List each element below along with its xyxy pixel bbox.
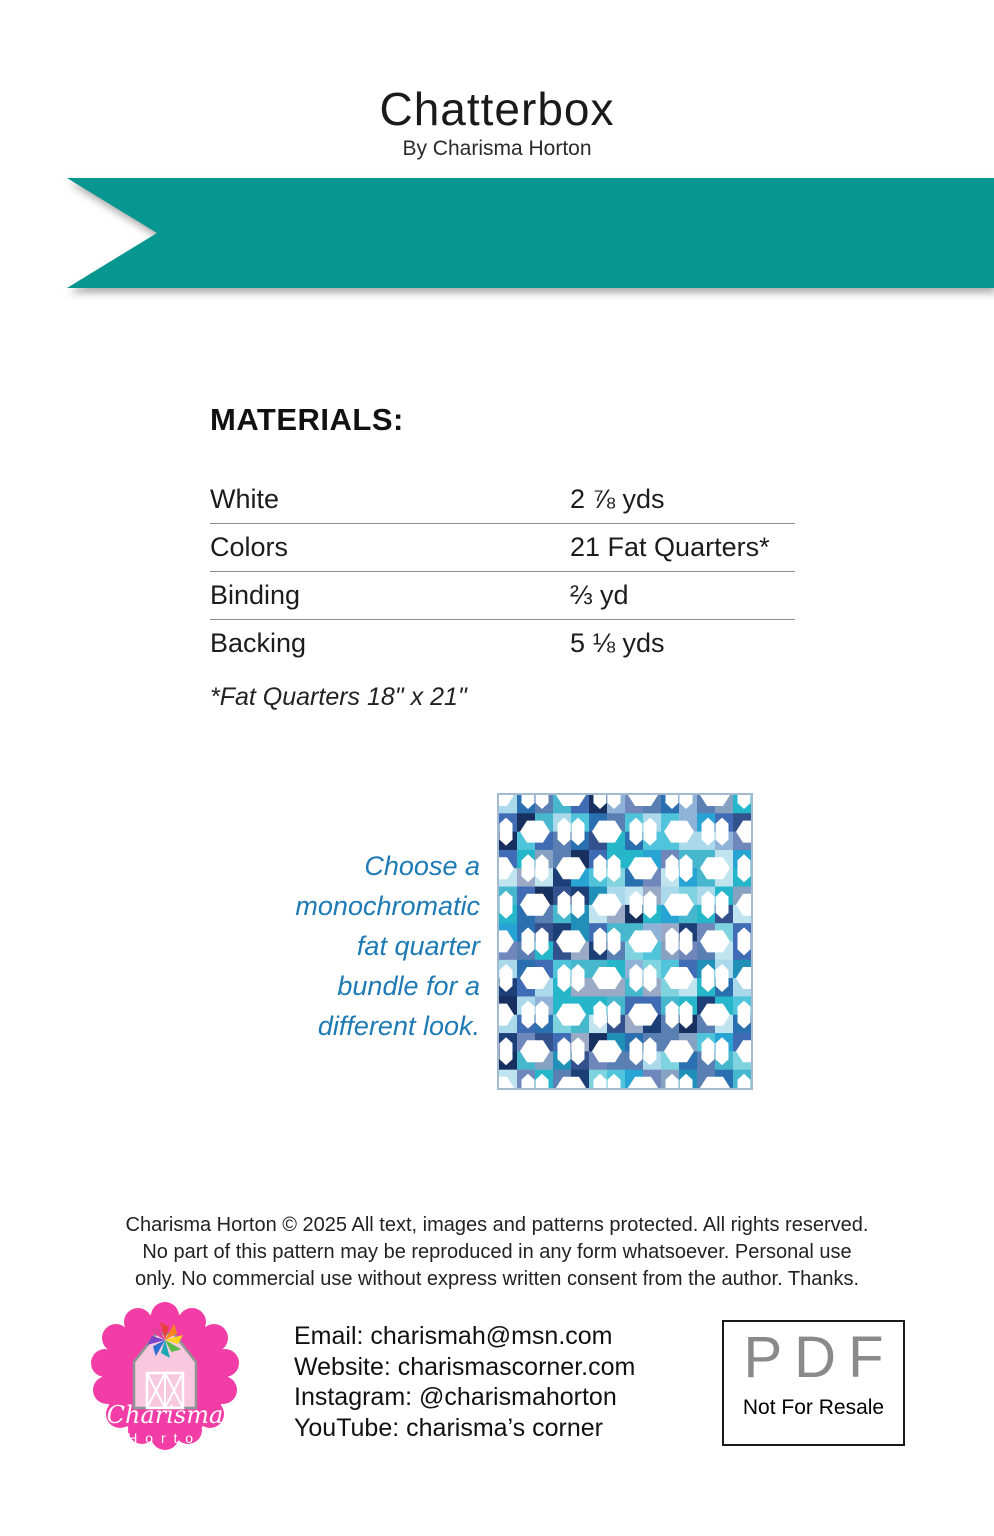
- copyright-line: No part of this pattern may be reproduced in any form whatsoever. Personal use: [142, 1241, 852, 1263]
- pdf-not-for-resale-badge: [722, 1320, 905, 1446]
- contact-email: Email: charismah@msn.com: [294, 1322, 613, 1350]
- logo-name-caps: H o r t o n: [127, 1430, 211, 1446]
- material-label: White: [210, 484, 280, 514]
- quilt-image: [497, 793, 753, 1090]
- materials-table: [210, 476, 795, 667]
- fat-quarter-note: *Fat Quarters 18" x 21": [210, 683, 467, 711]
- contact-block: [294, 1321, 635, 1443]
- copyright-line: Charisma Horton © 2025 All text, images and patterns protected. All rights reserved.: [125, 1214, 869, 1236]
- ribbon-shape: [0, 178, 994, 288]
- caption-line: different look.: [317, 1011, 480, 1041]
- contact-instagram: Instagram: @charismahorton: [294, 1383, 617, 1411]
- not-for-resale-label: Not For Resale: [742, 1395, 885, 1419]
- table-row: [210, 523, 795, 571]
- charisma-horton-logo: [90, 1300, 240, 1458]
- logo-name-script: Charisma: [106, 1401, 224, 1429]
- table-row: [210, 619, 795, 667]
- caption-line: monochromatic: [295, 891, 480, 921]
- material-value: 5 ⅛ yds: [570, 628, 665, 658]
- material-value: 2 ⅞ yds: [570, 484, 665, 514]
- copyright-line: only. No commercial use without express written consent from the author. Thanks.: [134, 1268, 860, 1290]
- materials-heading: MATERIALS:: [210, 402, 404, 437]
- logo-svg: [90, 1300, 240, 1458]
- ribbon-banner: [0, 178, 994, 288]
- table-row: [210, 571, 795, 619]
- caption-line: bundle for a: [337, 971, 480, 1001]
- caption-line: fat quarter: [356, 931, 480, 961]
- contact-youtube: YouTube: charisma’s corner: [294, 1413, 603, 1442]
- copyright-block: [0, 1212, 994, 1293]
- pdf-label: PDF: [743, 1325, 896, 1390]
- materials-section: [210, 402, 795, 712]
- material-label: Backing: [210, 628, 307, 658]
- material-label: Colors: [210, 532, 289, 562]
- table-row: [210, 476, 795, 523]
- contact-website: Website: charismascorner.com: [294, 1352, 636, 1381]
- material-label: Binding: [210, 580, 301, 610]
- page-title: Chatterbox: [379, 83, 615, 135]
- material-value: ⅔ yd: [570, 580, 629, 610]
- monochromatic-caption: [180, 846, 480, 1046]
- page-byline: By Charisma Horton: [402, 137, 592, 160]
- material-value: 21 Fat Quarters*: [570, 532, 770, 562]
- quilt-pattern-svg: [499, 795, 751, 1088]
- caption-line: Choose a: [364, 851, 480, 881]
